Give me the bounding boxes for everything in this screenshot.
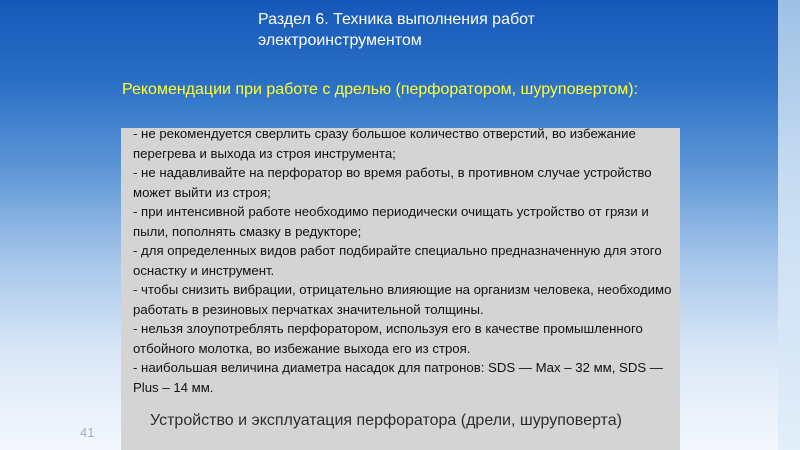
list-item: - не надавливайте на перфоратор во время работы, в противном случае устройство может выйти из строя; (133, 165, 652, 200)
recommendations-heading: Рекомендации при работе с дрелью (перфоратором, шуруповертом): (122, 81, 639, 98)
list-item: - наибольшая величина диаметра насадок для патронов: SDS — Max – 32 мм, SDS — Plus – 14 мм. (133, 360, 663, 395)
list-item: - для определенных видов работ подбирайте специально предназначенную для этого оснастку и инструмент. (133, 243, 662, 278)
section-title: Раздел 6. Техника выполнения работ электроинструментом (258, 11, 536, 49)
page-number: 41 (80, 425, 95, 440)
footer-title: Устройство и эксплуатация перфоратора (дрели, шуруповерта) (150, 412, 622, 429)
list-item: - при интенсивной работе необходимо периодически очищать устройство от грязи и пыли, пополнять смазку в редукторе; (133, 204, 649, 239)
decorative-side-bar (778, 0, 800, 450)
list-item: - нельзя злоупотреблять перфоратором, используя его в качестве промышленного отбойного молотка, во избежание выхода его из строя. (133, 321, 643, 356)
list-item: - не рекомендуется сверлить сразу большое количество отверстий, во избежание перегрева и выхода из строя инструмента; (133, 126, 636, 161)
list-item: - чтобы снизить вибрации, отрицательно влияющие на организм человека, необходимо работать в резиновых перчатках значительной толщины. (133, 282, 672, 317)
recommendations-list (133, 124, 678, 397)
